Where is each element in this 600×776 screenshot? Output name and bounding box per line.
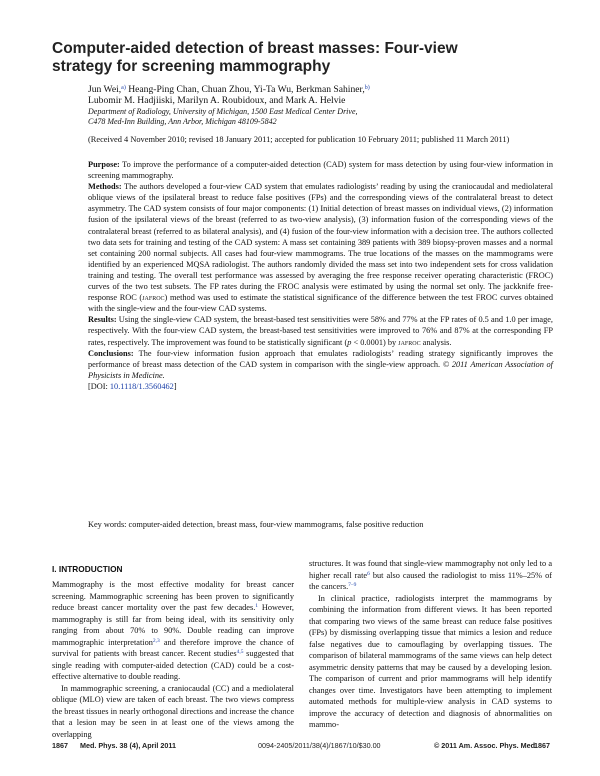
intro-p3-text: but also caused the radiologist to miss 11%–25% of the cancers. (309, 570, 553, 591)
conclusions-label: Conclusions: (88, 348, 134, 358)
footer-page-number-right: 1867 (534, 741, 550, 750)
methods-text: The authors developed a four-view CAD system that emulates radiologists’ reading by using the craniocaudal and mediolateral oblique views of the ipsilateral breast to reduce false positives (FPs) and the corresponding views of the contralateral breast to detect asymmetry. The CAD system consists of four major components: (1) Initial detection of breast masses on individual views, (2) information fusion of the ipsilateral views of the breast (referred to as two-view analysis), (3) information fusion of the corresponding views of the contralateral breast (referred to as bilateral analysis), and (4) fusion of the four-view information with a decision tree. The authors collected two data sets for training and testing of the CAD system: A mass set containing 389 patients with 389 biopsy-proven masses and a normal set containing 200 normal subjects. All cases had four-view mammograms. The true locations of the masses on the mammograms were identified by an experienced MQSA radiologist. The authors randomly divided the mass set into two independent sets for cross validation training and testing. The overall test performance was assessed by averaging the free response receiver operating characteristic (FROC) curves of the two test subsets. The FP rates during the FROC analysis were estimated by using the normal set only. The jackknife free-response ROC ( (88, 182, 553, 303)
copyright-notice: © 2011 American Association of Physicists in Medicine. (88, 359, 553, 380)
results-label: Results: (88, 315, 117, 325)
citation-6[interactable]: 6 (367, 570, 370, 577)
affiliation (88, 107, 508, 126)
column-left (52, 579, 294, 740)
footnote-marker-a[interactable]: a) (121, 85, 126, 91)
doi-prefix: [DOI: (88, 381, 110, 391)
p-value-symbol: p (347, 337, 352, 347)
intro-p1-text: Mammography is the most effective modality for breast cancer screening. Mammographic screening has been proven to significantly reduce breast cancer mortality over the past few decades. (52, 580, 294, 612)
jafroc-term: jafroc (398, 337, 421, 347)
citation-4-5[interactable]: 4,5 (236, 649, 244, 655)
authors-line1-rest: Heang-Ping Chan, Chuan Zhou, Yi-Ta Wu, Berkman Sahiner, (125, 84, 365, 95)
footer-page-number-left: 1867 (52, 741, 68, 750)
results-text: Using the single-view CAD system, the breast-based test sensitivities were 58% and 77% at the FP rates of 0.5 and 1.0 per image, respectively. With the four-view CAD system, the breast-based test sensitivities were improved to 76% and 87% at the corresponding FP rates, respectively. The improvement was found to be statistically significant ( (88, 315, 553, 347)
intro-p1-text: suggested that single reading with computer-aided detection (CAD) could be a cost-effective alternative to double reading. (52, 649, 294, 681)
doi-suffix: ] (173, 381, 177, 391)
purpose-label: Purpose: (88, 160, 120, 169)
keywords: Key words: computer-aided detection, breast mass, four-view mammograms, false positive reduction (88, 520, 424, 529)
intro-p3-text: structures. It was found that single-view mammography not only led to a higher recall rate (309, 559, 552, 580)
column-right (309, 558, 552, 731)
footer-code: 0094-2405/2011/38(4)/1867/10/$30.00 (258, 741, 381, 750)
intro-paragraph-4: In clinical practice, radiologists interpret the mammograms by combining the information from different views. It has been reported that comparing two views of the same breast can reduce false positives (FPs) by dismissing overlapping tissue that mimics a lesion and reduce false negatives due to camouflaging by overlapping tissues. The comparison of bilateral mammograms of the same views can help detect asymmetric density patterns that may be caused by a developing lesion. The comparison of current and prior mammograms will help identify changes over time. Investigators have been attempting to implement automated methods for multiple-view analysis in CAD systems to improve the accuracy of detection and diagnosis of abnormalities on mammo- (309, 593, 552, 729)
doi-link[interactable]: 10.1118/1.3560462 (109, 381, 174, 391)
intro-p1-text: and therefore improve the chance of survival for patients with breast cancer. Recent studies (52, 637, 294, 658)
footer-journal: Med. Phys. 38 (4), April 2011 (80, 741, 177, 750)
intro-p1-text: However, mammography is still far from being ideal, with its sensitivity only ranging from about 70% to 90%. Double reading can improve mammographic interpretation (52, 603, 294, 647)
purpose-text: To improve the performance of a computer-aided detection (CAD) system for mass detection by using four-view information in screening mammography. (88, 160, 553, 181)
section-heading-introduction: I. INTRODUCTION (52, 564, 123, 574)
citation-7-9[interactable]: 7–9 (348, 582, 357, 588)
footnote-marker-b[interactable]: b) (364, 85, 370, 91)
footer-copyright: © 2011 Am. Assoc. Phys. Med. (434, 741, 538, 750)
citation-1[interactable]: 1 (255, 603, 259, 609)
intro-paragraph-3 (309, 558, 552, 593)
abstract-methods (88, 181, 553, 314)
conclusions-text: The four-view information fusion approach that emulates radiologists’ reading strategy significantly improves the performance of breast mass detection of the CAD system in comparison with the single-view approach. (88, 348, 553, 369)
received-dates: (Received 4 November 2010; revised 18 January 2011; accepted for publication 10 February 2011; published 11 March 2011) (88, 135, 510, 144)
intro-paragraph-2: In mammographic screening, a craniocaudal (CC) and a mediolateral oblique (MLO) view are taken of each breast. The two views compress the breast tissues in nearly orthogonal directions and increase the chance that a lesion may be seen in at least one of the views among the overlapping (52, 683, 294, 739)
results-text-mid: < 0.0001) by (351, 337, 399, 347)
affiliation-line1: Department of Radiology, University of Michigan, 1500 East Medical Center Drive, (88, 107, 358, 116)
methods-text-end: ) method was used to estimate the statistical significance of the difference between the test FROC curves obtained with the single-view and the four-view CAD systems. (88, 293, 553, 314)
authors-line2: Lubomir M. Hadjiiski, Marilyn A. Roubidoux, and Mark A. Helvie (88, 95, 346, 106)
intro-paragraph-1 (52, 579, 294, 683)
jafroc-term: jafroc (142, 293, 165, 303)
abstract-purpose (88, 159, 553, 181)
author-list (88, 84, 508, 106)
affiliation-line2: C478 Med-Inn Building, Ann Arbor, Michigan 48109-5842 (88, 116, 277, 126)
methods-label: Methods: (88, 182, 122, 192)
abstract-conclusions (88, 348, 553, 392)
paper-title: Computer-aided detection of breast masses: Four-view strategy for screening mammography (52, 40, 458, 75)
results-text-end: analysis. (420, 337, 452, 347)
abstract (88, 159, 553, 392)
abstract-results (88, 314, 553, 347)
author-jun-wei: Jun Wei, (88, 84, 122, 95)
citation-2-3[interactable]: 2,3 (152, 637, 160, 644)
